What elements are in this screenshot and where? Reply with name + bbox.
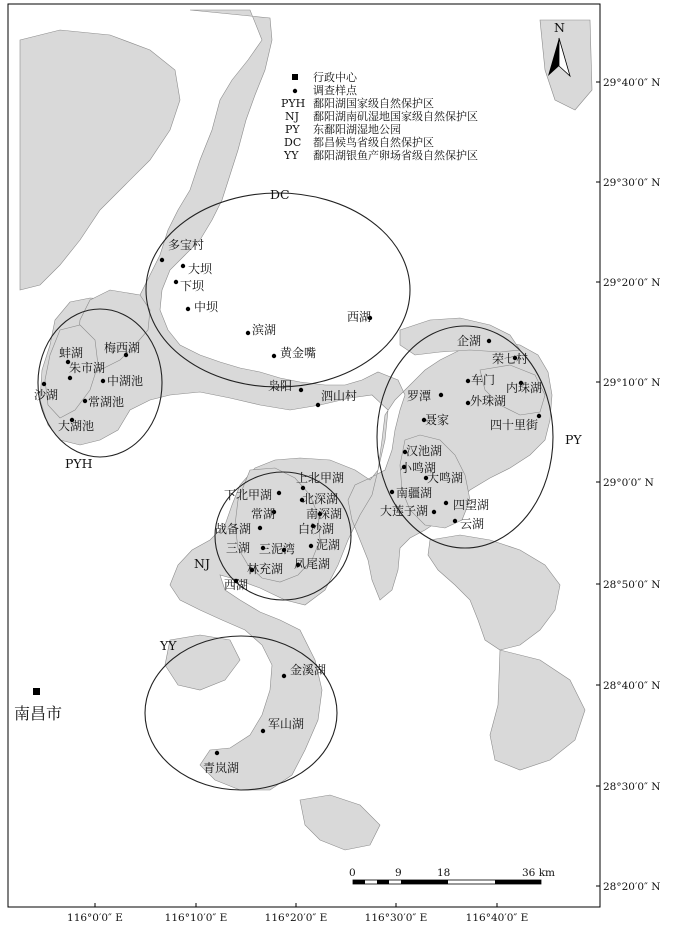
site-label: 凤尾湖 (294, 557, 331, 571)
site-label: 常湖池 (88, 395, 125, 409)
site-marker (439, 393, 443, 397)
site-label: 上北甲湖 (296, 471, 345, 485)
site-label: 大鸣湖 (427, 471, 464, 485)
legend-survey-site: 调查样点 (313, 84, 357, 97)
legend-code-dc: DC (284, 136, 302, 149)
lat-tick-label: 28°50′0″ N (603, 579, 661, 591)
site-label: 外珠湖 (470, 394, 507, 408)
legend (281, 70, 478, 162)
site-label: 西湖 (347, 310, 372, 324)
site-label: 南深湖 (306, 507, 343, 521)
site-marker (42, 382, 46, 386)
legend-text-pyh: 鄱阳湖国家级自然保护区 (313, 97, 434, 110)
zone-label-py: PY (565, 432, 582, 447)
site-label: 南疆湖 (396, 486, 433, 500)
longitude-ticks (67, 903, 528, 924)
site-marker (215, 751, 219, 755)
lat-tick-label: 28°30′0″ N (603, 781, 661, 793)
site-label: 黄金嘴 (280, 346, 317, 360)
site-label: 泗山村 (321, 389, 358, 403)
admin-center-label: 南昌市 (14, 704, 63, 723)
site-marker (309, 544, 313, 548)
site-label: 战备湖 (215, 522, 252, 536)
site-label: 云湖 (460, 517, 485, 531)
zone-label-nj: NJ (194, 556, 210, 571)
site-label: 滨湖 (252, 323, 277, 337)
scale-label-36km: 36 km (522, 867, 556, 879)
legend-text-yy: 鄱阳湖银鱼产卵场省级自然保护区 (313, 149, 478, 162)
lat-tick-label: 29°0′0″ N (603, 477, 654, 489)
site-marker (174, 280, 178, 284)
site-marker (453, 519, 457, 523)
site-label: 白沙湖 (298, 522, 335, 536)
lat-tick-label: 28°40′0″ N (603, 680, 661, 692)
site-label: 枭阳 (268, 379, 293, 393)
scale-label-0: 0 (349, 867, 356, 879)
site-label: 西湖 (224, 578, 249, 592)
lat-tick-label: 28°20′0″ N (603, 881, 661, 893)
site-marker (258, 526, 262, 530)
legend-code-py: PY (285, 123, 300, 136)
site-marker (390, 490, 394, 494)
site-label: 下北甲湖 (224, 488, 273, 502)
scale-label-18: 18 (437, 867, 451, 879)
legend-code-yy: YY (284, 149, 299, 162)
site-label: 军山湖 (268, 717, 305, 731)
site-label: 四望湖 (453, 498, 490, 512)
site-marker (261, 729, 265, 733)
lon-tick-label: 116°0′0″ E (67, 912, 123, 924)
site-label: 大坝 (188, 262, 213, 276)
lon-tick-label: 116°10′0″ E (164, 912, 228, 924)
site-label: 中湖池 (107, 374, 144, 388)
latitude-ticks (596, 77, 660, 893)
site-label: 多宝村 (168, 238, 205, 252)
lat-tick-label: 29°40′0″ N (603, 77, 661, 89)
site-marker (83, 399, 87, 403)
legend-dot-symbol (293, 89, 297, 93)
site-label: 大莲子湖 (380, 504, 429, 518)
site-marker (299, 388, 303, 392)
site-label: 罗潭 (407, 389, 432, 403)
admin-center (14, 688, 62, 723)
north-arrow-label: N (554, 20, 565, 35)
site-label: 蚌湖 (59, 346, 84, 360)
legend-admin-center: 行政中心 (313, 71, 357, 84)
site-marker (444, 501, 448, 505)
site-marker (277, 491, 281, 495)
site-label: 企湖 (457, 334, 482, 348)
site-label: 中坝 (194, 300, 219, 314)
lon-tick-label: 116°30′0″ E (364, 912, 428, 924)
site-label: 下坝 (180, 279, 205, 293)
site-label: 车门 (471, 373, 496, 387)
legend-square-symbol (292, 74, 298, 80)
site-marker (316, 403, 320, 407)
zone-label-yy: YY (160, 638, 177, 653)
lat-tick-label: 29°30′0″ N (603, 177, 661, 189)
site-marker (466, 379, 470, 383)
legend-text-dc: 都昌候鸟省级自然保护区 (313, 136, 434, 149)
site-label: 北深湖 (302, 492, 339, 506)
legend-code-pyh: PYH (281, 97, 306, 110)
site-label: 梅西湖 (104, 341, 141, 355)
site-marker (272, 354, 276, 358)
site-marker (181, 264, 185, 268)
site-marker (246, 331, 250, 335)
site-label: 沙湖 (34, 388, 59, 402)
legend-text-nj: 鄱阳湖南矶湿地国家级自然保护区 (313, 110, 478, 123)
site-marker (282, 674, 286, 678)
site-label: 常湖 (251, 507, 276, 521)
site-label: 泥湖 (316, 538, 341, 552)
site-label: 小鸣湖 (400, 461, 437, 475)
legend-code-nj: NJ (285, 110, 300, 123)
zone-label-pyh: PYH (65, 456, 93, 471)
site-marker (160, 258, 164, 262)
site-label: 金溪湖 (290, 663, 327, 677)
site-marker (432, 510, 436, 514)
site-label: 三湖 (226, 541, 251, 555)
zone-label-dc: DC (270, 187, 290, 202)
site-marker (301, 486, 305, 490)
site-marker (101, 379, 105, 383)
lat-tick-label: 29°20′0″ N (603, 277, 661, 289)
site-marker (68, 376, 72, 380)
site-label: 汉池湖 (406, 444, 443, 458)
site-label: 朱市湖 (69, 361, 106, 375)
site-marker (186, 307, 190, 311)
site-label: 青岚湖 (203, 761, 240, 775)
lon-tick-label: 116°20′0″ E (264, 912, 328, 924)
scale-label-9: 9 (395, 867, 402, 879)
site-label: 林充湖 (247, 562, 284, 576)
site-label: 聂家 (425, 413, 450, 427)
site-label: 荣七村 (492, 352, 529, 366)
lon-tick-label: 116°40′0″ E (465, 912, 529, 924)
scale-bar (349, 867, 555, 884)
admin-center-square (33, 688, 40, 695)
lat-tick-label: 29°10′0″ N (603, 377, 661, 389)
site-marker (487, 339, 491, 343)
site-label: 大湖池 (58, 419, 95, 433)
site-label: 内珠湖 (506, 381, 543, 395)
legend-text-py: 东鄱阳湖湿地公园 (313, 123, 401, 136)
site-label: 四十里街 (490, 418, 539, 432)
site-label: 三泥湾 (259, 542, 296, 556)
